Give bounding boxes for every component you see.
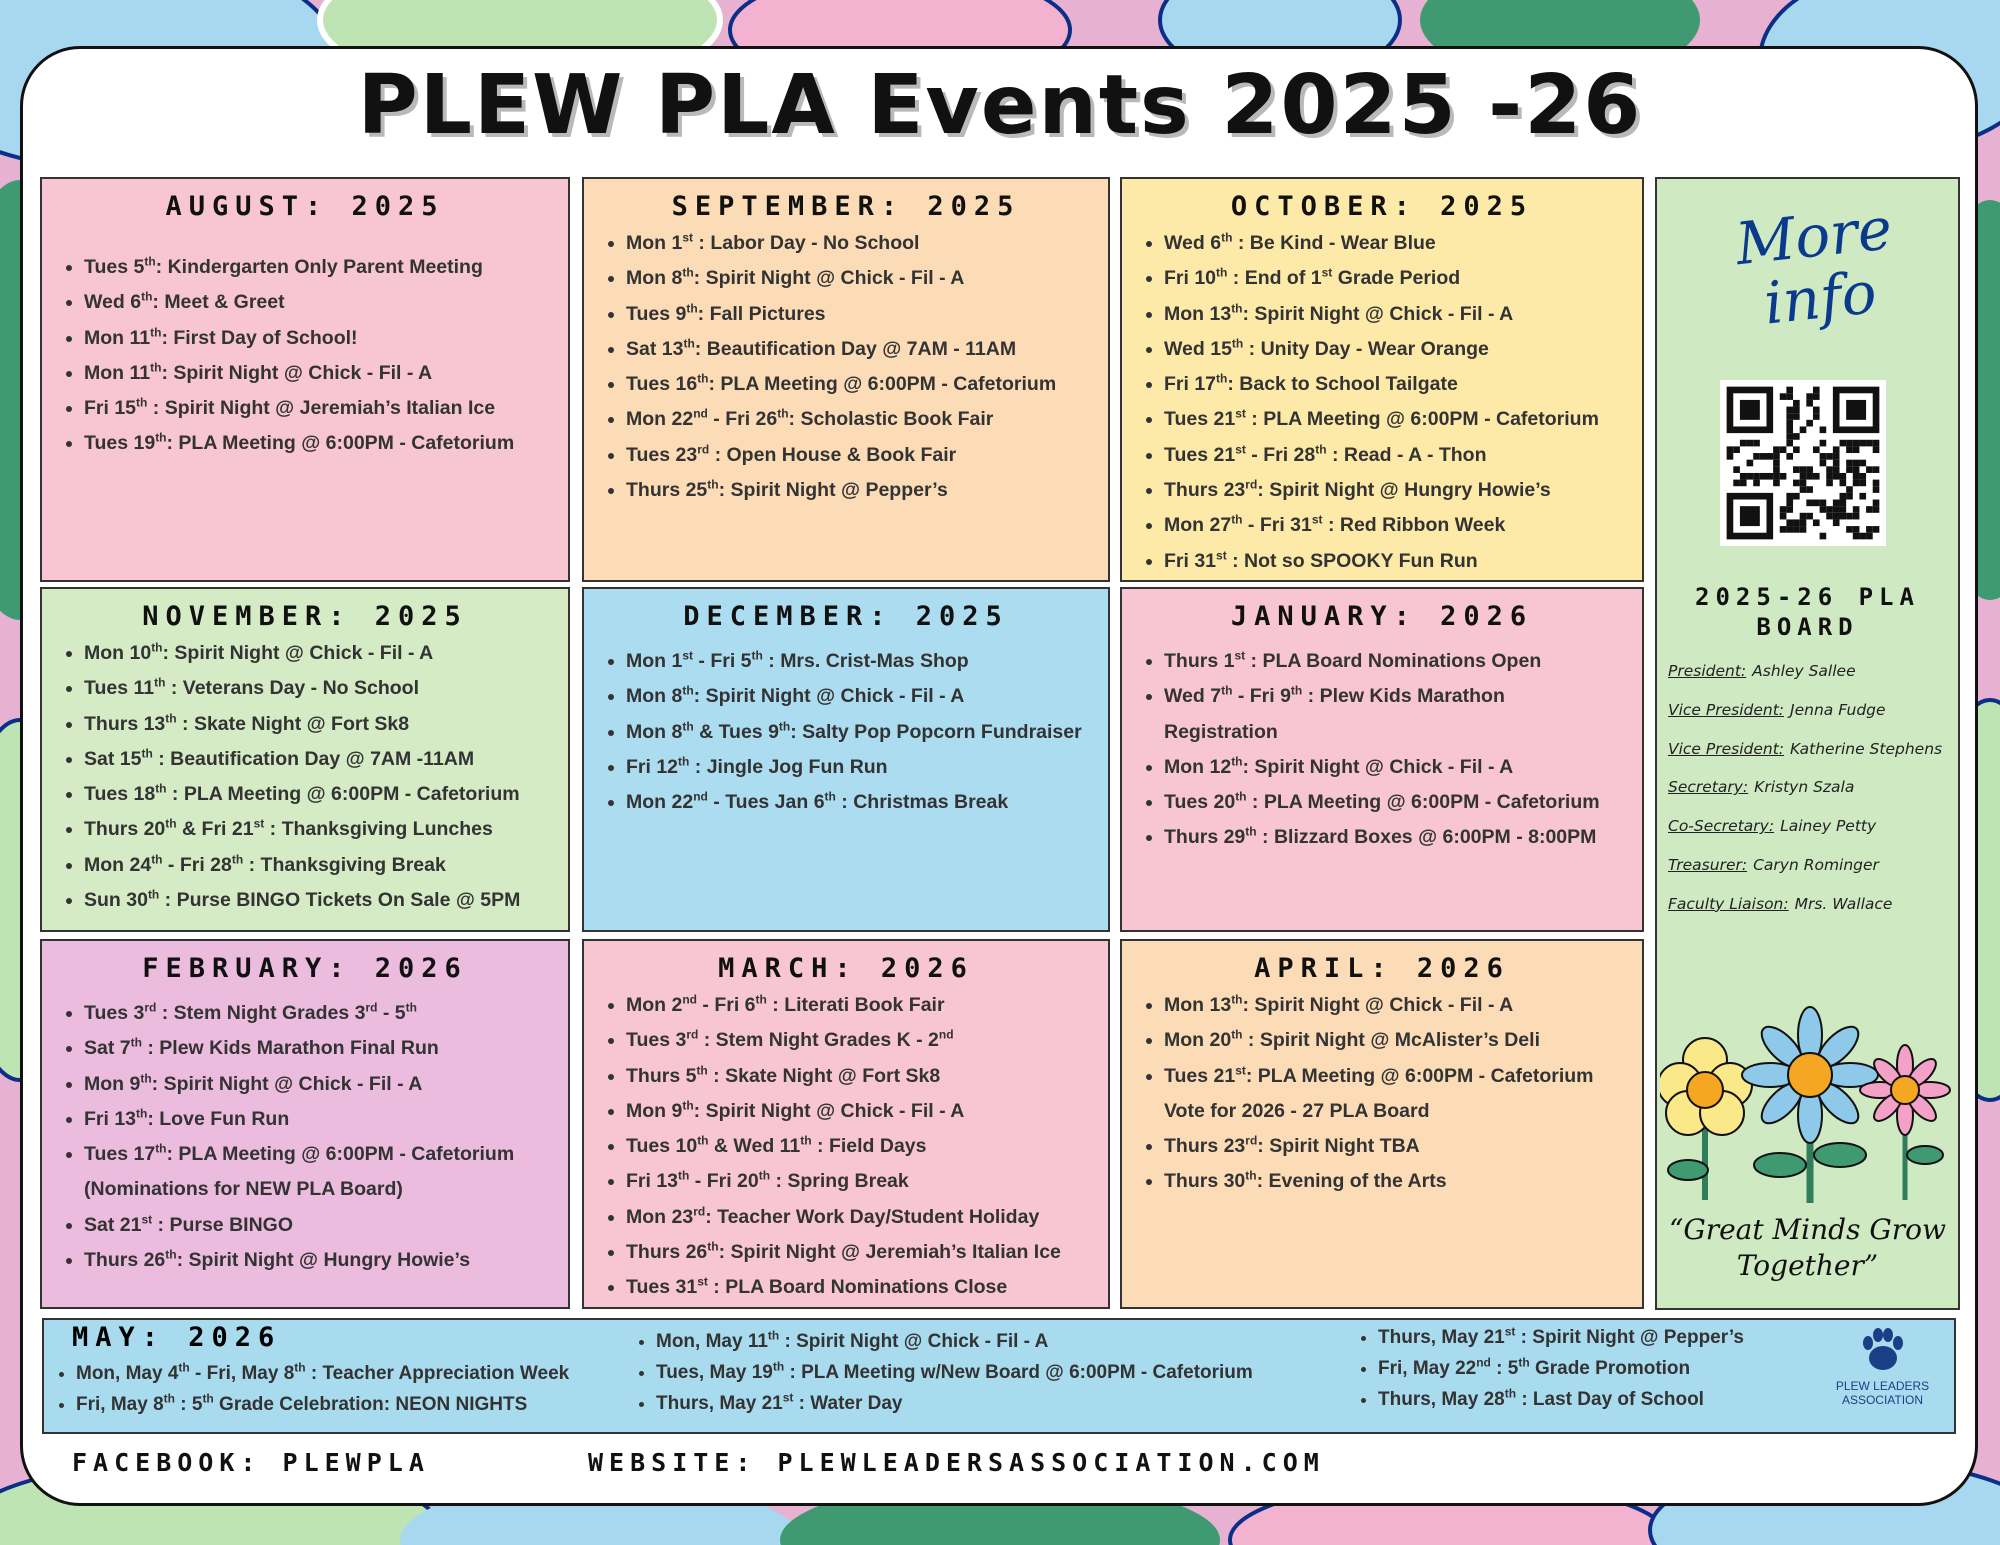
qr-code-icon[interactable] <box>1720 380 1886 546</box>
month-box-february <box>40 939 570 1309</box>
board-member <box>1668 768 1958 807</box>
logo-line-2: ASSOCIATION <box>1841 1393 1924 1407</box>
event-item: • Mon 10th: Spirit Night @ Chick - Fil - A <box>84 636 550 671</box>
event-item: • Thurs 30th: Evening of the Arts <box>1164 1164 1624 1199</box>
event-item: • Tues 3rd : Stem Night Grades K - 2nd <box>626 1023 1090 1058</box>
event-item: • Sat 13th: Beautification Day @ 7AM - 11AM <box>626 332 1090 367</box>
month-box-december <box>582 587 1110 932</box>
event-item: • Fri 15th : Spirit Night @ Jeremiah’s Italian Ice <box>84 391 550 426</box>
event-item: • Fri, May 22nd : 5th Grade Promotion <box>1378 1353 1744 1384</box>
event-list <box>60 636 550 918</box>
event-list <box>1140 644 1624 856</box>
event-item: • Fri 31st : Not so SPOOKY Fun Run <box>1164 544 1624 579</box>
event-item: • Thurs 26th: Spirit Night @ Jeremiah’s Italian Ice <box>626 1235 1090 1270</box>
event-item: • Tues 21st : PLA Meeting @ 6:00PM - Cafetorium <box>1164 402 1624 437</box>
board-name: Lainey Petty <box>1780 817 1877 836</box>
event-item: • Mon 23rd: Teacher Work Day/Student Holiday <box>626 1200 1090 1235</box>
board-name: Ashley Sallee <box>1752 662 1856 680</box>
month-title: NOVEMBER: 2025 <box>142 601 468 632</box>
board-title: 2025-26 PLA BOARD <box>1695 583 1920 641</box>
event-item: • Wed 15th : Unity Day - Wear Orange <box>1164 332 1624 367</box>
event-item: • Tues 3rd : Stem Night Grades 3rd - 5th <box>84 996 550 1031</box>
event-item: • Mon 11th: First Day of School! <box>84 321 550 356</box>
may-column-1 <box>54 1358 569 1420</box>
event-item: • Wed 6th : Be Kind - Wear Blue <box>1164 226 1624 261</box>
event-item: • Sat 7th : Plew Kids Marathon Final Run <box>84 1031 550 1066</box>
page-title: PLEW PLA Events 2025 -26 <box>357 58 1643 153</box>
event-list <box>602 988 1090 1306</box>
event-item: • Mon 9th: Spirit Night @ Chick - Fil - A <box>84 1067 550 1102</box>
board-role: President: <box>1668 662 1747 680</box>
event-item: • Sun 30th : Purse BINGO Tickets On Sale @ 5PM <box>84 883 550 918</box>
website-link[interactable]: WEBSITE: PLEWLEADERSASSOCIATION.COM <box>588 1448 1325 1477</box>
may-column-3 <box>1356 1322 1744 1415</box>
board-role: Treasurer: <box>1668 855 1748 874</box>
event-item: • Thurs 29th : Blizzard Boxes @ 6:00PM - 8:00PM <box>1164 820 1624 855</box>
motto-quote: “Great Minds Grow Together” <box>1669 1213 1946 1282</box>
event-item: • Mon 8th: Spirit Night @ Chick - Fil - A <box>626 261 1090 296</box>
smiling-flowers-icon <box>1660 1005 1955 1205</box>
month-title: OCTOBER: 2025 <box>1230 191 1534 222</box>
event-item: • Mon 12th: Spirit Night @ Chick - Fil - A <box>1164 750 1624 785</box>
event-item: • Wed 7th - Fri 9th : Plew Kids Marathon Registration <box>1164 679 1624 750</box>
event-item: • Thurs 1st : PLA Board Nominations Open <box>1164 644 1624 679</box>
event-item: • Thurs 5th : Skate Night @ Fort Sk8 <box>626 1059 1090 1094</box>
month-box-april <box>1120 939 1644 1309</box>
month-title: DECEMBER: 2025 <box>683 601 1009 632</box>
board-name: Caryn Rominger <box>1753 855 1879 874</box>
event-item: • Tues 23rd : Open House & Book Fair <box>626 438 1090 473</box>
month-title: AUGUST: 2025 <box>165 191 445 222</box>
event-item: • Tues, May 19th : PLA Meeting w/New Board @ 6:00PM - Cafetorium <box>656 1357 1253 1388</box>
event-item: • Mon 9th: Spirit Night @ Chick - Fil - A <box>626 1094 1090 1129</box>
event-item: • Tues 21st: PLA Meeting @ 6:00PM - Cafetorium Vote for 2026 - 27 PLA Board <box>1164 1059 1624 1130</box>
event-item: • Tues 10th & Wed 11th : Field Days <box>626 1129 1090 1164</box>
month-box-march <box>582 939 1110 1309</box>
bear-paw-icon <box>1858 1325 1908 1375</box>
event-list <box>1140 988 1624 1200</box>
event-item: • Mon 22nd - Fri 26th: Scholastic Book Fair <box>626 402 1090 437</box>
month-title: SEPTEMBER: 2025 <box>671 191 1021 222</box>
month-title: MAY: 2026 <box>72 1322 282 1353</box>
board-name: Jenna Fudge <box>1790 700 1886 719</box>
event-item: • Thurs 20th & Fri 21st : Thanksgiving Lunches <box>84 812 550 847</box>
event-item: • Thurs, May 21st : Spirit Night @ Pepper’s <box>1378 1322 1744 1353</box>
event-item: • Wed 6th: Meet & Greet <box>84 285 550 320</box>
event-item: • Sat 15th : Beautification Day @ 7AM -11AM <box>84 742 550 777</box>
event-item: • Thurs 23rd: Spirit Night TBA <box>1164 1129 1624 1164</box>
month-title: FEBRUARY: 2026 <box>142 953 468 984</box>
event-list <box>602 644 1090 820</box>
event-item: • Mon, May 4th - Fri, May 8th : Teacher Appreciation Week <box>76 1358 569 1389</box>
event-item: • Fri 12th : Jingle Jog Fun Run <box>626 750 1090 785</box>
event-item: • Mon 20th : Spirit Night @ McAlister’s Deli <box>1164 1023 1624 1058</box>
event-list <box>602 226 1090 508</box>
board-role: Vice President: <box>1668 739 1785 758</box>
event-list <box>1140 226 1624 579</box>
event-item: • Mon 13th: Spirit Night @ Chick - Fil - A <box>1164 297 1624 332</box>
more-info-heading: More info <box>1732 194 1896 338</box>
event-item: • Fri 10th : End of 1st Grade Period <box>1164 261 1624 296</box>
event-item: • Mon 27th - Fri 31st : Red Ribbon Week <box>1164 508 1624 543</box>
event-list <box>60 250 550 462</box>
board-role: Co-Secretary: <box>1668 817 1775 836</box>
month-title: JANUARY: 2026 <box>1230 601 1534 632</box>
board-role: Secretary: <box>1668 778 1749 797</box>
board-member <box>1668 730 1958 769</box>
event-item: • Tues 16th: PLA Meeting @ 6:00PM - Cafetorium <box>626 367 1090 402</box>
board-member <box>1668 846 1958 885</box>
event-item: • Tues 20th : PLA Meeting @ 6:00PM - Cafetorium <box>1164 785 1624 820</box>
event-item: • Fri 13th: Love Fun Run <box>84 1102 550 1137</box>
event-item: • Tues 5th: Kindergarten Only Parent Meeting <box>84 250 550 285</box>
month-box-january <box>1120 587 1644 932</box>
event-item: • Thurs 23rd: Spirit Night @ Hungry Howie’s <box>1164 473 1624 508</box>
event-item: • Mon 13th: Spirit Night @ Chick - Fil - A <box>1164 988 1624 1023</box>
event-item: • Tues 21st - Fri 28th : Read - A - Thon <box>1164 438 1624 473</box>
month-box-september <box>582 177 1110 582</box>
board-role: Faculty Liaison: <box>1668 894 1789 913</box>
month-box-august <box>40 177 570 582</box>
event-item: • Fri, May 8th : 5th Grade Celebration: NEON NIGHTS <box>76 1389 569 1420</box>
event-item: • Thurs, May 28th : Last Day of School <box>1378 1384 1744 1415</box>
event-item: • Mon 11th: Spirit Night @ Chick - Fil - A <box>84 356 550 391</box>
event-item: • Mon 1st : Labor Day - No School <box>626 226 1090 261</box>
month-title: APRIL: 2026 <box>1254 953 1510 984</box>
board-name: Katherine Stephens <box>1790 739 1943 758</box>
month-title: MARCH: 2026 <box>718 953 974 984</box>
month-box-november <box>40 587 570 932</box>
board-member <box>1668 691 1958 730</box>
event-item: • Mon 22nd - Tues Jan 6th : Christmas Break <box>626 785 1090 820</box>
event-item: • Mon 2nd - Fri 6th : Literati Book Fair <box>626 988 1090 1023</box>
event-item: • Mon, May 11th : Spirit Night @ Chick - Fil - A <box>656 1326 1253 1357</box>
month-box-october <box>1120 177 1644 582</box>
event-item: • Fri 13th - Fri 20th : Spring Break <box>626 1164 1090 1199</box>
event-item: • Tues 18th : PLA Meeting @ 6:00PM - Cafetorium <box>84 777 550 812</box>
pla-logo <box>1835 1325 1930 1407</box>
event-item: • Tues 31st : PLA Board Nominations Close <box>626 1270 1090 1305</box>
event-item: • Thurs 25th: Spirit Night @ Pepper’s <box>626 473 1090 508</box>
event-item: • Mon 1st - Fri 5th : Mrs. Crist-Mas Shop <box>626 644 1090 679</box>
board-list <box>1668 652 1958 924</box>
board-member <box>1668 652 1958 691</box>
board-name: Mrs. Wallace <box>1794 894 1893 913</box>
event-item: • Mon 8th: Spirit Night @ Chick - Fil - A <box>626 679 1090 714</box>
event-item: • Mon 24th - Fri 28th : Thanksgiving Break <box>84 848 550 883</box>
event-list <box>60 996 550 1278</box>
month-box-may <box>42 1318 1956 1434</box>
logo-line-1: PLEW LEADERS <box>1835 1379 1930 1393</box>
event-item: • Fri 17th: Back to School Tailgate <box>1164 367 1624 402</box>
may-column-2 <box>634 1326 1253 1419</box>
board-role: Vice President: <box>1668 700 1785 719</box>
event-item: • Sat 21st : Purse BINGO <box>84 1208 550 1243</box>
board-member <box>1668 807 1958 846</box>
event-item: • Thurs, May 21st : Water Day <box>656 1388 1253 1419</box>
event-item: • Tues 11th : Veterans Day - No School <box>84 671 550 706</box>
board-name: Kristyn Szala <box>1754 778 1855 797</box>
board-member <box>1668 885 1958 924</box>
event-item: • Mon 8th & Tues 9th: Salty Pop Popcorn Fundraiser <box>626 715 1090 750</box>
event-item: • Thurs 26th: Spirit Night @ Hungry Howie’s <box>84 1243 550 1278</box>
event-item: • Tues 9th: Fall Pictures <box>626 297 1090 332</box>
event-item: • Tues 17th: PLA Meeting @ 6:00PM - Cafetorium (Nominations for NEW PLA Board) <box>84 1137 550 1208</box>
event-item: • Thurs 13th : Skate Night @ Fort Sk8 <box>84 707 550 742</box>
event-item: • Tues 19th: PLA Meeting @ 6:00PM - Cafetorium <box>84 426 550 461</box>
facebook-link[interactable]: FACEBOOK: PLEWPLA <box>72 1448 430 1477</box>
